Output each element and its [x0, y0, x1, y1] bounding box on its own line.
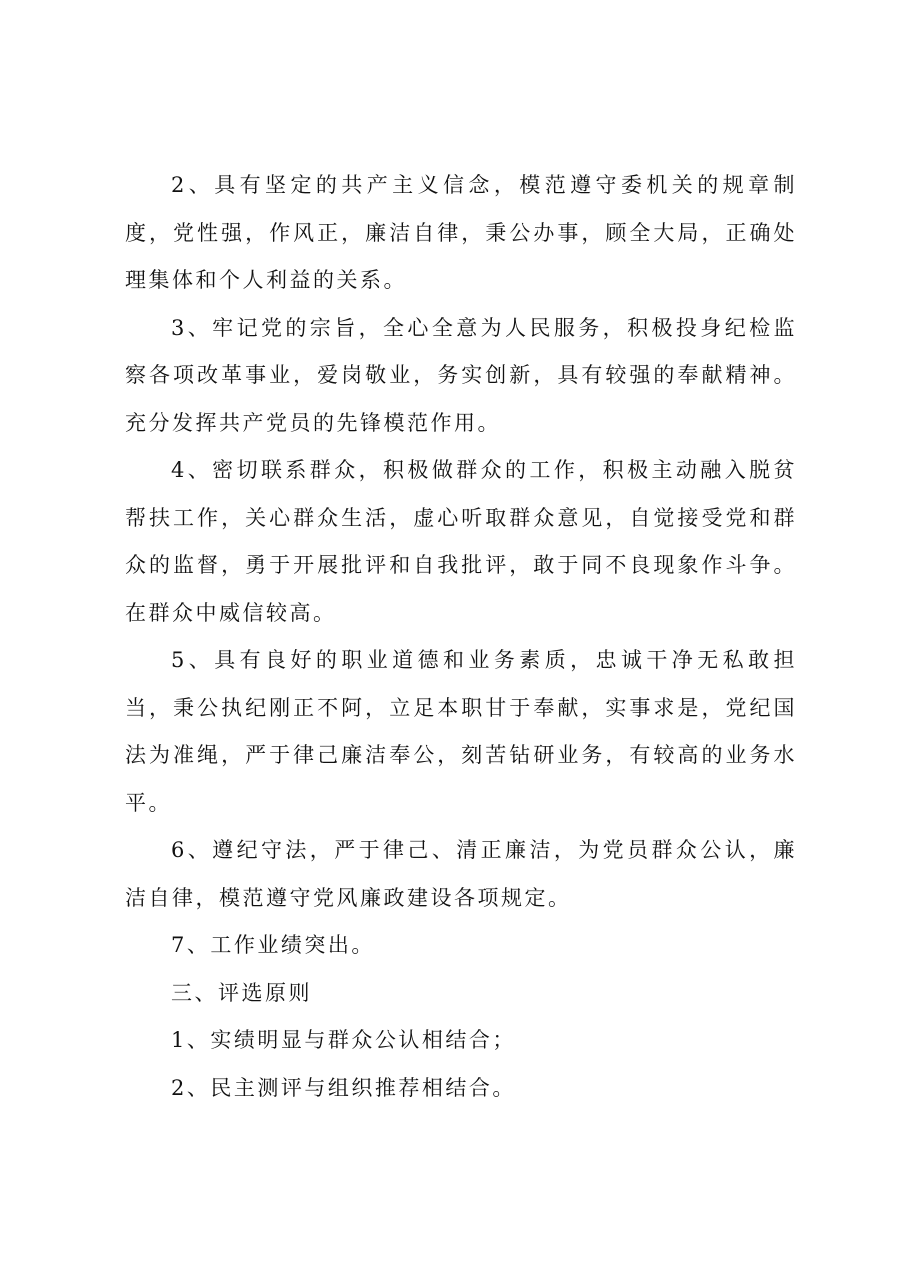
paragraph-criterion-3: 3、牢记党的宗旨，全心全意为人民服务，积极投身纪检监察各项改革事业，爱岗敬业，务实创新，具有较强的奉献精神。充分发挥共产党员的先锋模范作用。	[125, 315, 797, 435]
paragraph-criterion-5: 5、具有良好的职业道德和业务素质，忠诚干净无私敢担当，秉公执纪刚正不阿，立足本职甘于奉献，实事求是，党纪国法为准绳，严于律己廉洁奉公，刻苦钻研业务，有较高的业务水平。	[125, 648, 797, 815]
paragraph-criterion-2: 2、具有坚定的共产主义信念，模范遵守委机关的规章制度，党性强，作风正，廉洁自律，秉公办事，顾全大局，正确处理集体和个人利益的关系。	[125, 173, 797, 292]
paragraph-principle-2: 2、民主测评与组织推荐相结合。	[171, 1075, 516, 1100]
paragraph-criterion-7: 7、工作业绩突出。	[171, 933, 375, 957]
document-body	[125, 162, 797, 1112]
paragraph-criterion-4: 4、密切联系群众，积极做群众的工作，积极主动融入脱贫帮扶工作，关心群众生活，虚心听取群众意见，自觉接受党和群众的监督，勇于开展批评和自我批评，敢于同不良现象作斗争。在群众中威信较高。	[125, 458, 797, 625]
paragraph-criterion-6: 6、遵纪守法，严于律己、清正廉洁，为党员群众公认，廉洁自律，模范遵守党风廉政建设各项规定。	[125, 838, 797, 910]
paragraph-principle-1: 1、实绩明显与群众公认相结合；	[171, 1028, 516, 1052]
section-heading-selection-principles: 三、评选原则	[171, 980, 312, 1005]
